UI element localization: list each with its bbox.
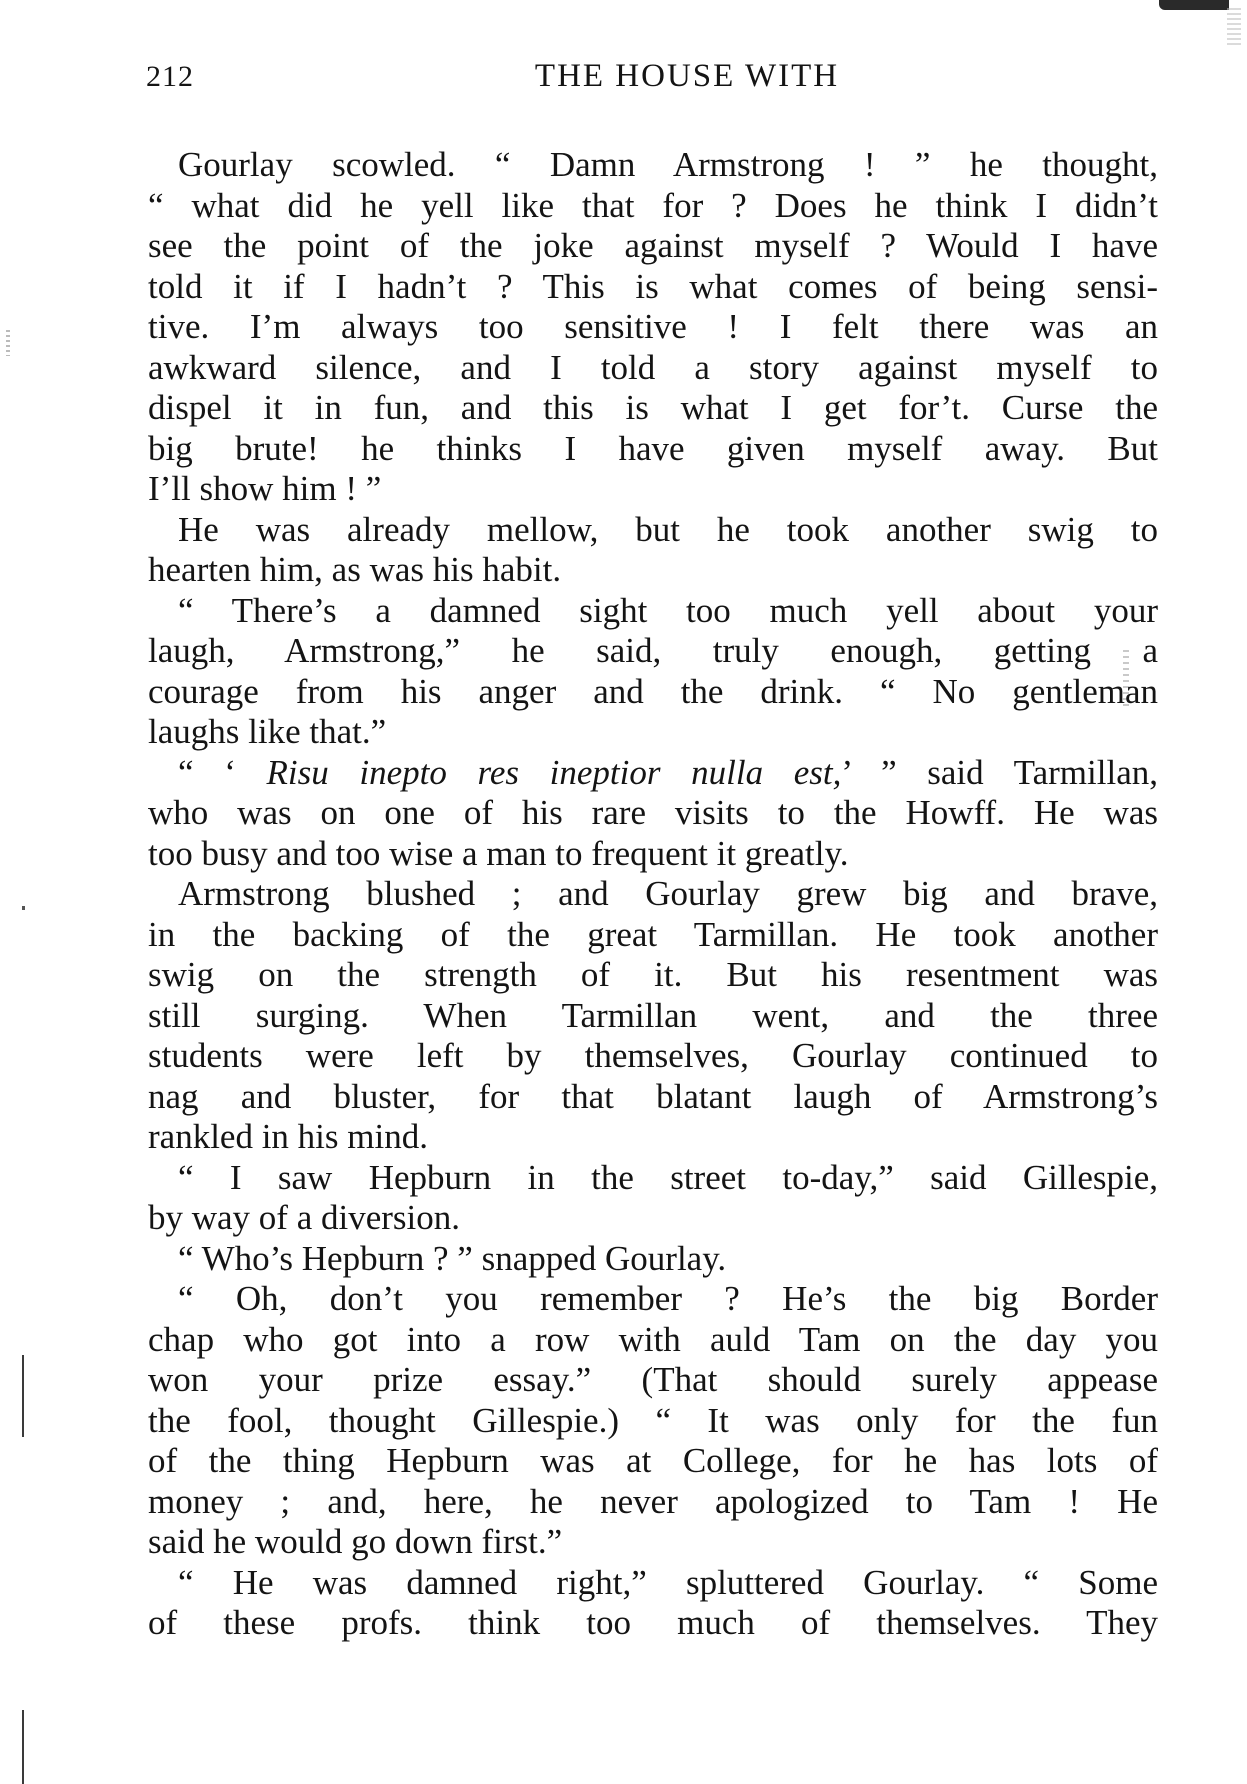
text-line: big brute! he thinks I have given myself away. But [148, 428, 1158, 468]
text-line: dispel it in fun, and this is what I get for’t. Curse the [148, 388, 1158, 427]
scan-corner-mark [1159, 0, 1229, 10]
text-line: rankled in his mind. [148, 1117, 428, 1156]
text-line: He was already mellow, but he took another swig to [178, 509, 1158, 549]
text-line: Gourlay scowled. “ Damn Armstrong ! ” he thought, [178, 145, 1158, 184]
text-line: in the backing of the great Tarmillan. He took another [148, 914, 1158, 954]
text-line: see the point of the joke against myself ? Would I have [148, 226, 1158, 265]
text-line: courage from his anger and the drink. “ No gentleman [148, 671, 1158, 711]
text-line: tive. I’m always too sensitive ! I felt there was an [148, 307, 1158, 346]
text-line: by way of a diversion. [148, 1198, 461, 1237]
scan-margin-specks [6, 330, 10, 356]
text-line: won your prize essay.” (That should surely appease [148, 1360, 1158, 1399]
latin-quotation: Risu inepto res ineptior nulla est, [266, 752, 842, 792]
text-line: told it if I hadn’t ? This is what comes of being sensi- [148, 266, 1158, 306]
text-line: “ Who’s Hepburn ? ” snapped Gourlay. [178, 1238, 727, 1278]
page-header [146, 60, 1158, 104]
text-line: too busy and too wise a man to frequent it greatly. [148, 833, 849, 873]
text-line: money ; and, here, he never apologized to Tam ! He [148, 1481, 1158, 1521]
opening-quote-marks: “ ‘ [178, 752, 267, 792]
text-line: still surging. When Tarmillan went, and the three [148, 995, 1158, 1035]
text-line: of these profs. think too much of themselves. They [148, 1603, 1158, 1642]
scan-margin-dot [22, 906, 25, 910]
text-line: Armstrong blushed ; and Gourlay grew big and brave, [178, 874, 1158, 913]
running-head: THE HOUSE WITH [534, 58, 840, 94]
text-line: the fool, thought Gillespie.) “ It was only for the fun [148, 1400, 1158, 1440]
text-line: laughs like that.” [148, 712, 387, 751]
scan-margin-bar [22, 1710, 24, 1784]
text-line: “ He was damned right,” spluttered Gourlay. “ Some [178, 1562, 1158, 1602]
body-text [148, 145, 1158, 1644]
text-line: swig on the strength of it. But his resentment was [148, 955, 1158, 994]
text-line: chap who got into a row with auld Tam on the day you [148, 1319, 1158, 1359]
text-line: “ I saw Hepburn in the street to-day,” said Gillespie, [178, 1157, 1158, 1197]
text-line: laugh, Armstrong,” he said, truly enough, getting a [148, 631, 1158, 670]
text-line: hearten him, as was his habit. [148, 550, 562, 589]
text-line: I’ll show him ! ” [148, 469, 382, 508]
text-line: who was on one of his rare visits to the Howff. He was [148, 793, 1158, 832]
text-line: nag and bluster, for that blatant laugh of Armstrong’s [148, 1076, 1158, 1116]
text-line: awkward silence, and I told a story against myself to [148, 347, 1158, 387]
scan-edge-noise [1227, 8, 1241, 48]
text-line: of the thing Hepburn was at College, for he has lots of [148, 1441, 1158, 1480]
scan-margin-bar [22, 1355, 24, 1437]
text-line: students were left by themselves, Gourlay continued to [148, 1036, 1158, 1075]
text-line: said he would go down first.” [148, 1522, 563, 1561]
text-line: “ Oh, don’t you remember ? He’s the big Border [178, 1279, 1158, 1318]
text-line-with-quotation [148, 753, 1158, 794]
text-line: “ There’s a damned sight too much yell about your [178, 590, 1158, 630]
page-number: 212 [146, 60, 194, 93]
text-line: “ what did he yell like that for ? Does he think I didn’t [148, 185, 1158, 225]
quotation-attribution: ’ ” said Tarmillan, [841, 752, 1158, 792]
